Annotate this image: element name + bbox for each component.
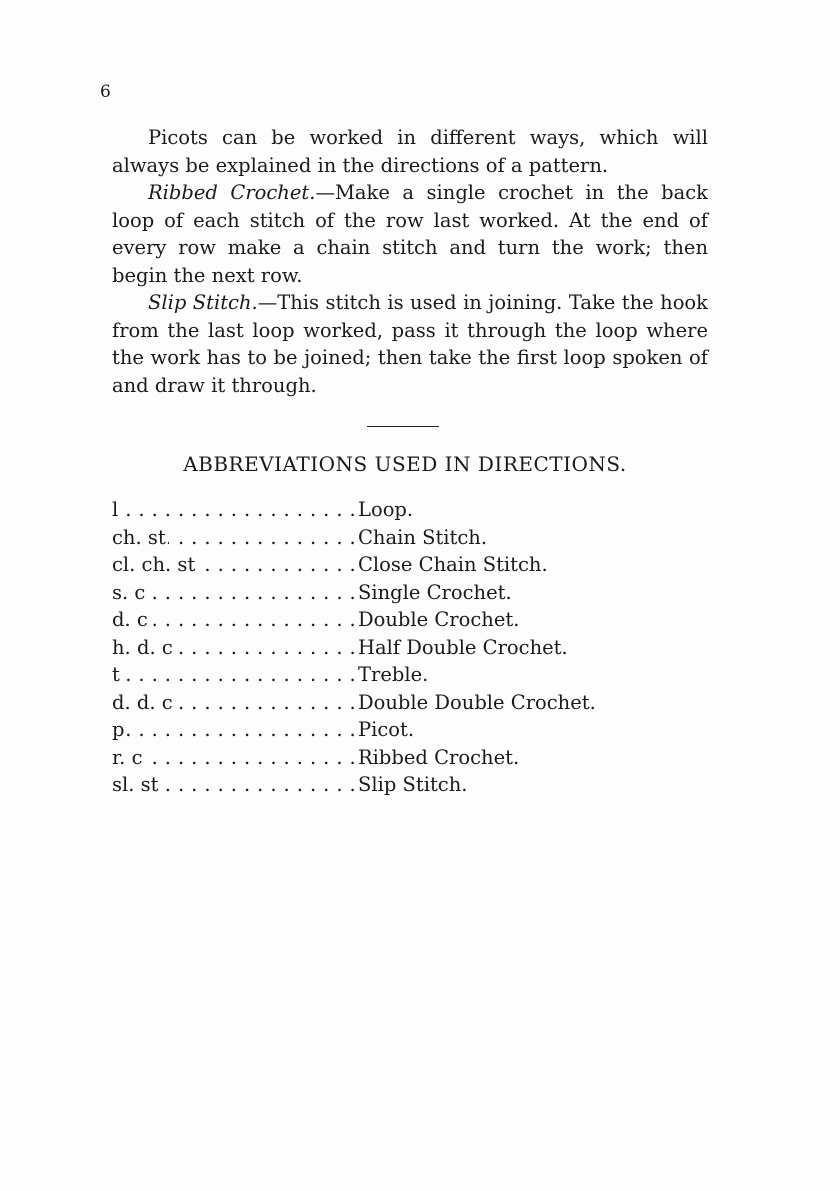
abbreviation-meaning: Ribbed Crochet. <box>358 745 520 769</box>
abbreviation-row <box>112 524 632 552</box>
abbreviation-key: h. d. c <box>112 635 173 659</box>
abbreviation-row <box>112 771 632 799</box>
abbreviation-meaning: Double Crochet. <box>358 608 520 631</box>
abbreviation-row <box>112 744 632 772</box>
abbreviation-row <box>112 579 632 607</box>
abbreviation-key: p <box>112 718 125 741</box>
abbreviation-key: s. c <box>112 580 146 604</box>
abbreviation-key: r. c <box>112 745 143 769</box>
abbreviation-meaning: Picot. <box>358 718 415 741</box>
abbreviation-meaning: Double Double Crochet. <box>358 690 596 714</box>
ribbed-crochet-title: Ribbed Crochet. <box>148 181 316 204</box>
abbreviation-row <box>112 661 632 689</box>
slip-stitch-title: Slip Stitch. <box>148 291 258 314</box>
body-text <box>112 124 708 399</box>
paragraph-picots: Picots can be worked in different ways, which will always be explained in the directions of a pattern. <box>112 126 708 177</box>
abbreviation-row <box>112 606 632 634</box>
abbreviation-key: t <box>112 663 120 686</box>
abbreviation-row <box>112 689 632 717</box>
abbreviations-heading: ABBREVIATIONS USED IN DIRECTIONS. <box>183 452 627 476</box>
abbreviations-list <box>112 496 632 799</box>
abbreviation-meaning: Chain Stitch. <box>358 525 488 549</box>
abbreviation-key: cl. ch. st <box>112 553 196 576</box>
abbreviation-meaning: Single Crochet. <box>358 580 512 604</box>
paragraph-ribbed-crochet <box>112 179 708 289</box>
paragraph-slip-stitch <box>112 289 708 399</box>
abbreviation-key: l <box>112 498 119 521</box>
abbreviation-meaning: Slip Stitch. <box>358 773 468 796</box>
abbreviation-row <box>112 496 632 524</box>
ribbed-crochet-body: —Make a single crochet in the back loop of each stitch of the row last worked. At the end of every row make a chain stitch and turn the work; then begin the next row. <box>112 181 708 287</box>
abbreviation-row <box>112 634 632 662</box>
abbreviation-key: d. d. c <box>112 690 173 714</box>
abbreviation-meaning: Half Double Crochet. <box>358 635 568 659</box>
abbreviation-row <box>112 716 632 744</box>
page-number: 6 <box>100 82 111 102</box>
abbreviation-key: d. c <box>112 608 148 631</box>
section-divider <box>367 426 439 427</box>
slip-stitch-body: —This stitch is used in joining. Take the hook from the last loop worked, pass it through the loop where the work has to be joined; then take the first loop spoken of and draw it through. <box>112 291 708 397</box>
abbreviation-meaning: Loop. <box>358 498 414 521</box>
abbreviation-key: ch. st <box>112 525 166 549</box>
abbreviation-meaning: Close Chain Stitch. <box>358 553 548 576</box>
abbreviation-key: sl. st <box>112 773 159 796</box>
abbreviation-row <box>112 551 632 579</box>
abbreviation-meaning: Treble. <box>358 663 429 686</box>
